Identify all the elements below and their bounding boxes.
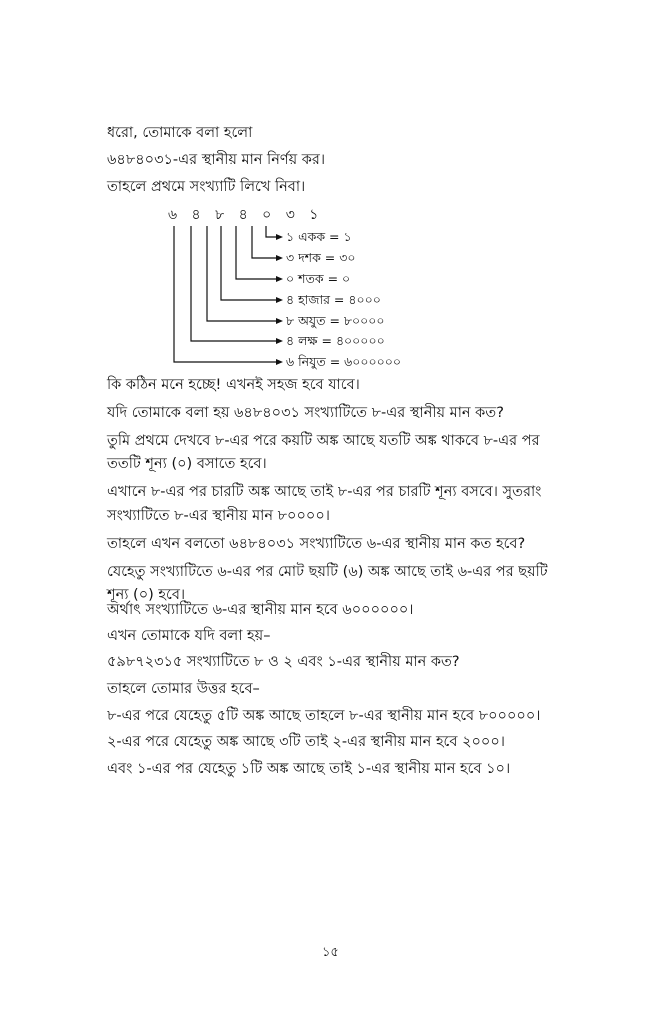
arrow-head-icon [276,255,283,261]
body-line: ৫৯৮৭২৩১৫ সংখ্যাটিতে ৮ ও ২ এবং ১-এর স্থানীয় মান কত? [107,654,460,670]
arrow-head-icon [276,276,283,282]
body-line: তুমি প্রথমে দেখবে ৮-এর পরে কয়টি অঙ্ক আছে যতটি অঙ্ক থাকবে ৮-এর পর [107,433,540,449]
connector-line [207,226,280,321]
body-line: সংখ্যাটিতে ৮-এর স্থানীয় মান ৮০০০০। [107,508,330,524]
body-line: এখন তোমাকে যদি বলা হয়– [107,628,271,644]
body-line: শূন্য (০) হবে। [107,587,186,603]
arrow-head-icon [276,234,283,240]
arrow-head-icon [276,338,283,344]
intro-line: ৬৪৮৪০৩১-এর স্থানীয় মান নির্ণয় কর। [107,152,326,168]
body-line: ততটি শূন্য (০) বসাতে হবে। [107,456,267,472]
diagram-label: ৮ অযুত = ৮০০০০ [286,313,385,328]
body-line: যদি তোমাকে বলা হয় ৬৪৮৪০৩১ সংখ্যাটিতে ৮-এর স্থানীয় মান কত? [107,405,504,421]
diagram-label: ৪ লক্ষ = ৪০০০০০ [286,333,385,348]
intro-line: তাহলে প্রথমে সংখ্যাটি লিখে নিবা। [107,179,306,195]
arrow-head-icon [276,297,283,303]
diagram-label: ৪ হাজার = ৪০০০ [286,292,381,307]
diagram-label: ১ একক = ১ [286,229,352,244]
diagram-label: ৬ নিযুত = ৬০০০০০০ [286,354,402,369]
diagram-label: ০ শতক = ০ [286,271,351,286]
diagram-number: ৬ ৪ ৮ ৪ ০ ৩ ১ [168,207,324,223]
arrow-head-icon [276,318,283,324]
body-line: ৮-এর পরে যেহেতু ৫টি অঙ্ক আছে তাহলে ৮-এর স্থানীয় মান হবে ৮০০০০০। [107,708,541,724]
body-line: তাহলে তোমার উত্তর হবে– [107,681,260,697]
body-line: ২-এর পরে যেহেতু অঙ্ক আছে ৩টি তাই ২-এর স্থানীয় মান হবে ২০০০। [107,734,505,750]
body-line: তাহলে এখন বলতো ৬৪৮৪০৩১ সংখ্যাটিতে ৬-এর স্থানীয় মান কত হবে? [107,536,526,552]
body-line: এখানে ৮-এর পর চারটি অঙ্ক আছে তাই ৮-এর পর চারটি শূন্য বসবে। সুতরাং [107,484,542,500]
arrow-head-icon [276,359,283,365]
body-line: এবং ১-এর পর যেহেতু ১টি অঙ্ক আছে তাই ১-এর স্থানীয় মান হবে ১০। [107,761,511,777]
body-line: যেহেতু সংখ্যাটিতে ৬-এর পর মোট ছয়টি (৬) অঙ্ক আছে তাই ৬-এর পর ছয়টি [107,564,548,580]
intro-line: ধরো, তোমাকে বলা হলো [107,125,253,141]
diagram-label: ৩ দশক = ৩০ [286,250,356,265]
connector-line [236,226,280,279]
body-line: অর্থাৎ সংখ্যাটিতে ৬-এর স্থানীয় মান হবে ৬০০০০০০। [107,602,414,618]
page-number: ১৫ [322,945,339,960]
body-line: কি কঠিন মনে হচ্ছে! এখনই সহজ হবে যাবে। [107,377,360,393]
